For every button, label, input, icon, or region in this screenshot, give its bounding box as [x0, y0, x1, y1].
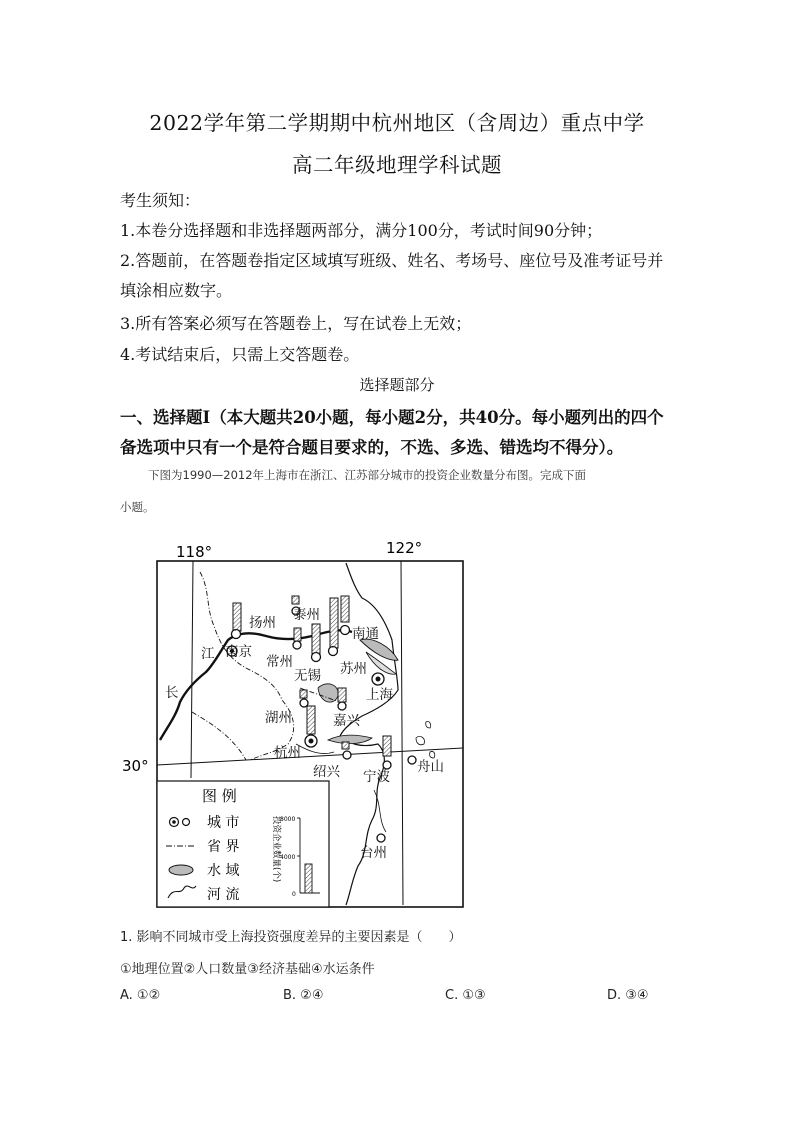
- legend-axis-label: 投资企业数量(个): [271, 816, 281, 883]
- notice-item-1: 1.本卷分选择题和非选择题两部分，满分100分，考试时间90分钟；: [120, 221, 603, 240]
- label-nanjing: 南京: [225, 644, 252, 660]
- legend-tick-8000: 8000: [280, 816, 296, 823]
- part1-line1: 一、选择题Ⅰ（本大题共20小题，每小题2分，共40分。每小题列出的四个: [120, 408, 664, 427]
- label-huzhou: 湖州: [265, 710, 292, 726]
- exam-title-line1: 2022学年第二学期期中杭州地区（含周边）重点中学: [149, 111, 645, 135]
- label-yangzhou: 扬州: [249, 615, 276, 631]
- notice-item-2-cont: 填涂相应数字。: [120, 281, 233, 300]
- legend-city: 城 市: [207, 815, 240, 831]
- legend-boundary: 省 界: [207, 839, 240, 855]
- city-zhoushan: [408, 756, 416, 764]
- option-c[interactable]: C. ①③: [445, 988, 486, 1003]
- option-d[interactable]: D. ③④: [607, 988, 649, 1003]
- legend-title: 图 例: [202, 787, 237, 805]
- label-wuxi: 无锡: [294, 668, 321, 684]
- city-jiaxing: [338, 702, 346, 710]
- label-taizhou-js: 泰州: [293, 607, 320, 623]
- lat-label-30: 30°: [122, 757, 149, 775]
- river-char-chang: 长: [165, 685, 179, 701]
- question-1-stem: 1. 影响不同城市受上海投资强度差异的主要因素是（ ）: [120, 930, 462, 945]
- notice-item-4: 4.考试结束后，只需上交答题卷。: [120, 345, 360, 364]
- city-changzhou: [293, 641, 301, 649]
- notice-item-2: 2.答题前，在答题卷指定区域填写班级、姓名、考场号、座位号及准考证号并: [120, 251, 664, 270]
- label-shaoxing: 绍兴: [313, 764, 340, 780]
- label-shanghai: 上海: [366, 687, 393, 703]
- city-taizhou-zj: [377, 834, 385, 842]
- option-b[interactable]: B. ②④: [283, 988, 324, 1003]
- city-huzhou: [300, 699, 308, 707]
- city-shaoxing: [343, 751, 351, 759]
- section-title: 选择题部分: [359, 376, 435, 394]
- city-nantong: [341, 626, 350, 635]
- label-hangzhou: 杭州: [274, 745, 301, 761]
- label-ningbo: 宁波: [363, 769, 390, 785]
- lon-label-122: 122°: [386, 539, 423, 557]
- intro-line1: 下图为1990—2012年上海市在浙江、江苏部分城市的投资企业数量分布图。完成下面: [148, 468, 587, 482]
- legend-tick-0: 0: [292, 891, 296, 898]
- notice-item-3: 3.所有答案必须写在答题卷上，写在试卷上无效；: [120, 314, 472, 333]
- river-char-jiang: 江: [201, 646, 215, 662]
- question-1-factors: ①地理位置②人口数量③经济基础④水运条件: [120, 962, 375, 977]
- lon-label-118: 118°: [176, 543, 213, 561]
- exam-title-line2: 高二年级地理学科试题: [292, 153, 502, 177]
- legend-tick-4000: 4000: [280, 854, 296, 861]
- city-ningbo: [383, 761, 391, 769]
- hangzhou-bay: [328, 735, 372, 743]
- legend-water: 水 域: [207, 863, 240, 879]
- label-taizhou-zj: 台州: [360, 845, 387, 861]
- label-changzhou: 常州: [266, 654, 293, 670]
- label-zhoushan: 舟山: [417, 759, 444, 775]
- notice-heading: 考生须知：: [120, 191, 201, 210]
- map-legend: [157, 781, 329, 907]
- part1-line2: 备选项中只有一个是符合题目要求的，不选、多选、错选均不得分）。: [120, 438, 624, 457]
- taihu-lake: [318, 684, 338, 702]
- label-jiaxing: 嘉兴: [333, 713, 360, 729]
- intro-line2: 小题。: [120, 500, 155, 514]
- legend-river: 河 流: [207, 887, 240, 903]
- label-nantong: 南通: [352, 626, 379, 642]
- label-suzhou: 苏州: [340, 661, 367, 677]
- option-a[interactable]: A. ①②: [120, 988, 161, 1003]
